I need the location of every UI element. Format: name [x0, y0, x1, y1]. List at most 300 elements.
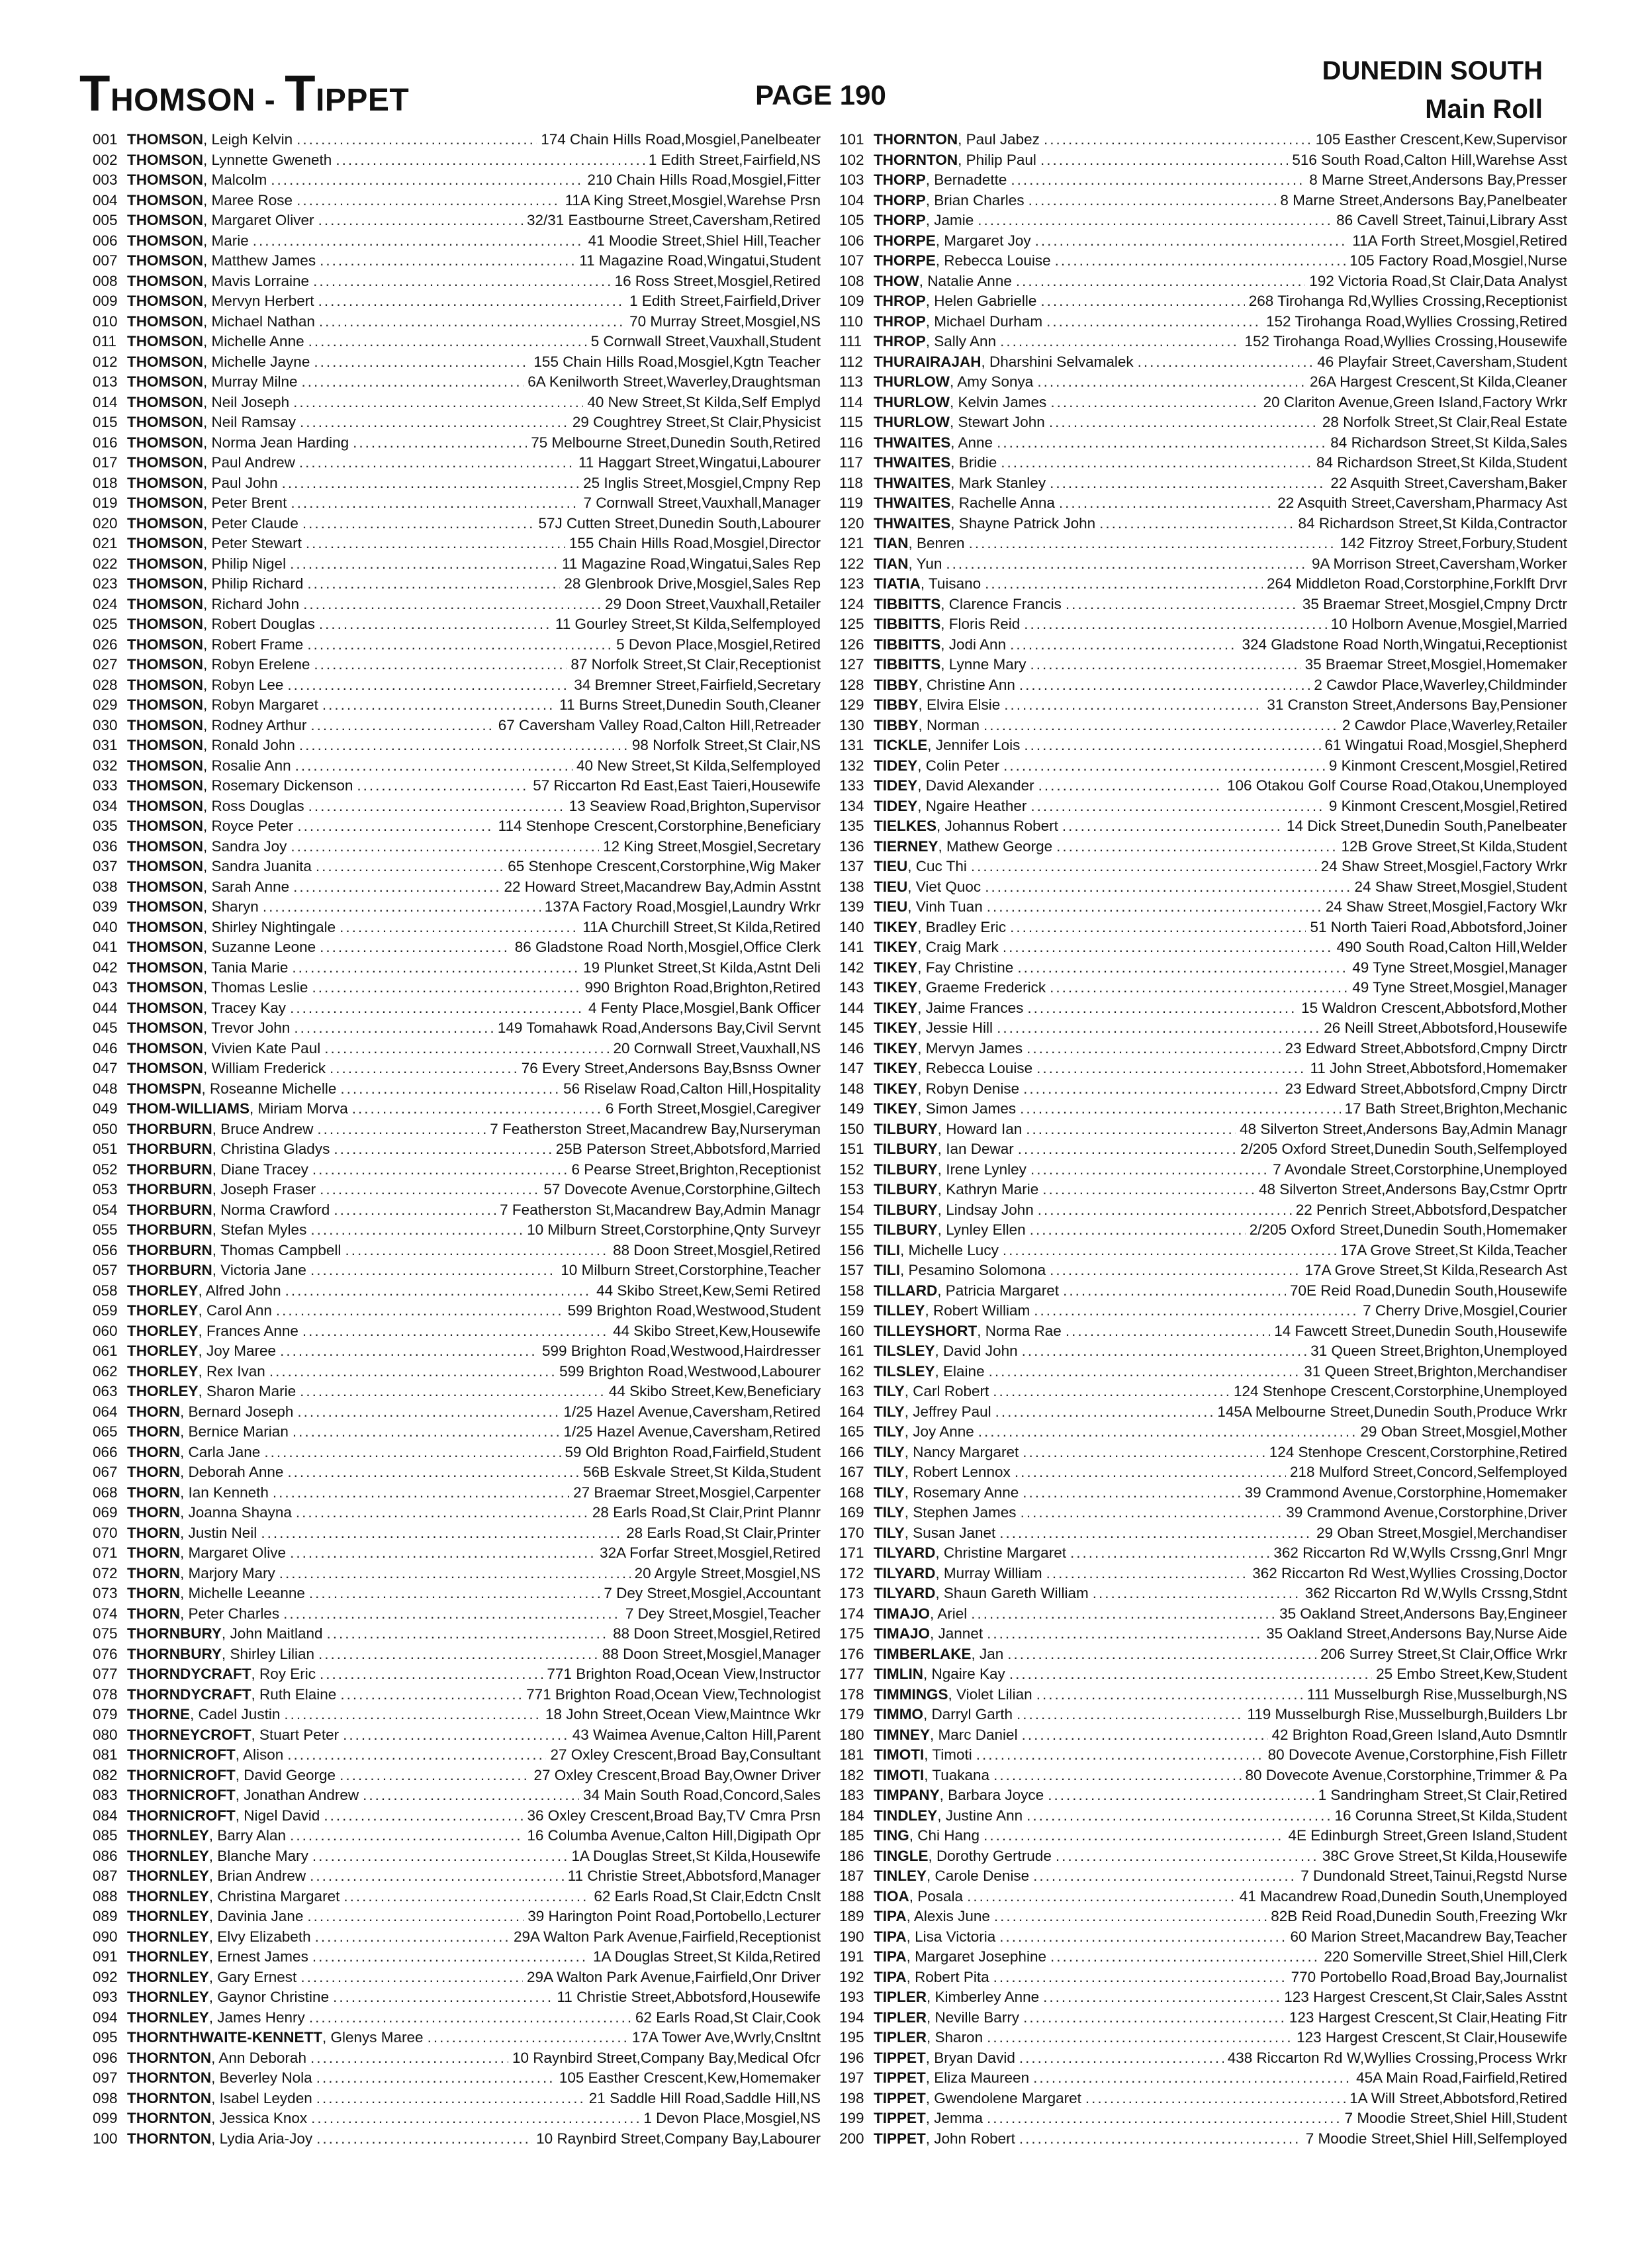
dot-leader — [284, 1705, 541, 1725]
entry-surname: THORNLEY — [127, 1847, 209, 1864]
entry-surname: THORNLEY — [127, 1989, 209, 2005]
entry-surname: TIBBITTS — [874, 656, 941, 673]
entry-given-names: Elvy Elizabeth — [217, 1928, 311, 1945]
roll-entry — [839, 433, 1567, 453]
entry-address: 123 Hargest Crescent,St Clair,Housewife — [1297, 2029, 1567, 2046]
dot-leader — [309, 1583, 600, 1604]
entry-address: 35 Braemar Street,Mosgiel,Cmpny Drctr — [1302, 595, 1567, 612]
entry-surname: TILSLEY — [874, 1343, 935, 1359]
entry-address: 17A Tower Ave,Wvrly,Cnsltnt — [631, 2029, 821, 2046]
entry-surname: THORLEY — [127, 1362, 199, 1380]
entry-surname: THOMSON — [127, 979, 203, 996]
entry-given-names: Vinh Tuan — [915, 898, 983, 915]
dot-leader — [1020, 1099, 1340, 1119]
dot-leader — [285, 1281, 592, 1301]
roll-entry — [839, 675, 1567, 696]
entry-surname: TIBBITTS — [874, 616, 941, 632]
entry-given-names: Carla Jane — [188, 1443, 261, 1460]
dot-leader — [1050, 1947, 1320, 1967]
entry-surname: THOMSON — [127, 555, 203, 572]
roll-entry — [839, 918, 1567, 938]
entry-number: 054 — [93, 1201, 118, 1218]
entry-given-names: Malcolm — [211, 171, 267, 188]
roll-entry — [839, 978, 1567, 998]
entry-address: 28 Earls Road,St Clair,Printer — [626, 1524, 821, 1541]
entry-number: 001 — [93, 131, 118, 148]
entry-name: TIPLER, Sharon — [874, 2029, 983, 2046]
entry-name: TILLEYSHORT, Norma Rae — [874, 1322, 1062, 1339]
entry-given-names: Roseanne Michelle — [210, 1080, 337, 1097]
entry-given-names: Ross Douglas — [211, 797, 304, 814]
entry-given-names: Simon James — [925, 1100, 1017, 1117]
entry-name: THOMSON, Robert Douglas — [127, 616, 315, 632]
entry-address: 124 Stenhope Crescent,Corstorphine,Retired — [1269, 1443, 1567, 1460]
entry-number: 038 — [93, 878, 118, 895]
entry-given-names: Isabel Leyden — [219, 2089, 312, 2106]
entry-given-names: Pesamino Solomona — [908, 1262, 1046, 1278]
roll-entry — [839, 412, 1567, 433]
entry-given-names: Jennifer Lois — [935, 737, 1021, 753]
dot-leader — [993, 1967, 1287, 1988]
roll-entry — [839, 1018, 1567, 1039]
dot-leader — [993, 1766, 1241, 1786]
entry-address: 45A Main Road,Fairfield,Retired — [1356, 2069, 1567, 2086]
dot-leader — [318, 291, 626, 312]
entry-name: THOMSON, Rosalie Ann — [127, 757, 291, 774]
entry-surname: THORN — [127, 1443, 180, 1460]
entry-surname: THOM-WILLIAMS — [127, 1100, 250, 1117]
entry-given-names: Barbara Joyce — [948, 1787, 1044, 1803]
entry-number: 181 — [839, 1746, 864, 1763]
roll-entry — [839, 170, 1567, 191]
entry-address: 2 Cawdor Place,Waverley,Retailer — [1342, 716, 1567, 733]
entry-name: THORNLEY, James Henry — [127, 2008, 305, 2026]
entry-address: 22 Howard Street,Macandrew Bay,Admin Asstnt — [504, 878, 821, 895]
dot-leader — [1023, 1442, 1265, 1463]
entry-name: THOMSON, Thomas Leslie — [127, 979, 308, 996]
entry-surname: THOMSON — [127, 616, 203, 632]
roll-entry — [839, 1543, 1567, 1564]
entry-number: 166 — [839, 1443, 864, 1460]
dot-leader — [1003, 1241, 1336, 1261]
entry-address: 152 Tirohanga Road,Wyllies Crossing,Retired — [1265, 312, 1567, 330]
entry-surname: THOMSON — [127, 636, 203, 653]
entry-surname: THORNLEY — [127, 1887, 209, 1905]
entry-address: 62 Earls Road,St Clair,Cook — [635, 2008, 821, 2026]
entry-number: 091 — [93, 1948, 118, 1965]
entry-address: 599 Brighton Road,Westwood,Student — [567, 1302, 821, 1319]
entry-surname: TIPA — [874, 1968, 907, 1985]
entry-number: 029 — [93, 696, 118, 713]
entry-address: 149 Tomahawk Road,Andersons Bay,Civil Servnt — [497, 1019, 821, 1036]
entry-surname: TIMBERLAKE — [874, 1645, 972, 1662]
entry-surname: THORNICROFT — [127, 1766, 236, 1783]
roll-entry — [93, 2108, 821, 2129]
entry-name: THORN, Peter Charles — [127, 1605, 280, 1622]
entry-given-names: Robert Douglas — [211, 616, 315, 632]
entry-address: 2/205 Oxford Street,Dunedin South,Homemaker — [1249, 1221, 1567, 1238]
entry-number: 155 — [839, 1221, 864, 1238]
entry-number: 126 — [839, 636, 864, 653]
roll-entry — [839, 1442, 1567, 1463]
entry-number: 097 — [93, 2069, 118, 2086]
roll-entry — [93, 1987, 821, 2008]
entry-address: 84 Richardson Street,St Kilda,Sales — [1330, 434, 1567, 451]
dot-leader — [1030, 655, 1300, 675]
entry-surname: THOMSON — [127, 312, 203, 330]
entry-address: 1 Sandringham Street,St Clair,Retired — [1318, 1787, 1567, 1803]
entry-given-names: Mervyn Herbert — [211, 293, 314, 309]
entry-surname: THORNTON — [127, 2130, 212, 2147]
entry-given-names: Sandra Joy — [211, 837, 287, 855]
entry-number: 030 — [93, 716, 118, 733]
entry-address: 1/25 Hazel Avenue,Caversham,Retired — [563, 1403, 821, 1420]
entry-surname: THURLOW — [874, 393, 950, 410]
entry-name: THWAITES, Mark Stanley — [874, 474, 1046, 491]
entry-name: THOW, Natalie Anne — [874, 272, 1012, 289]
entry-number: 096 — [93, 2049, 118, 2066]
dot-leader — [987, 2108, 1341, 2129]
entry-surname: THOMSON — [127, 373, 203, 390]
roll-entry — [839, 695, 1567, 716]
entry-number: 103 — [839, 171, 864, 188]
entry-name: THORNLEY, Blanche Mary — [127, 1847, 308, 1864]
entry-number: 026 — [93, 636, 118, 653]
entry-given-names: Neil Joseph — [211, 393, 290, 410]
dot-leader — [978, 211, 1332, 231]
roll-entry — [93, 1564, 821, 1584]
dot-leader — [340, 1766, 529, 1786]
dot-leader — [263, 897, 541, 918]
entry-number: 063 — [93, 1383, 118, 1399]
entry-address: 8 Marne Street,Andersons Bay,Presser — [1309, 171, 1567, 188]
dot-leader — [993, 1382, 1230, 1402]
entry-name: TILBURY, Howard Ian — [874, 1120, 1023, 1137]
entry-given-names: Christina Margaret — [217, 1887, 340, 1905]
dot-leader — [987, 1624, 1262, 1644]
entry-name: THOMSON, Philip Nigel — [127, 555, 287, 572]
entry-number: 148 — [839, 1080, 864, 1097]
roll-entry — [93, 776, 821, 796]
entry-address: 123 Hargest Crescent,St Clair,Sales Asstnt — [1284, 1989, 1567, 2005]
entry-given-names: Joseph Fraser — [220, 1181, 316, 1198]
entry-name: TIMMO, Darryl Garth — [874, 1706, 1013, 1723]
entry-address: 35 Oakland Street,Andersons Bay,Nurse Aide — [1266, 1625, 1567, 1642]
entry-number: 041 — [93, 939, 118, 955]
roll-entry — [93, 1725, 821, 1746]
entry-number: 170 — [839, 1524, 864, 1541]
entry-given-names: Michael Nathan — [211, 312, 315, 330]
entry-surname: TILY — [874, 1383, 905, 1399]
dot-leader — [307, 635, 612, 655]
dot-leader — [1019, 675, 1310, 696]
dot-leader — [967, 1887, 1236, 1907]
dot-leader — [297, 1402, 559, 1423]
entry-name: TILSLEY, David John — [874, 1343, 1018, 1359]
dot-leader — [310, 716, 494, 736]
dot-leader — [1056, 1846, 1318, 1867]
entry-name: THOMSON, Margaret Oliver — [127, 212, 314, 228]
roll-entry — [93, 2028, 821, 2048]
entry-number: 018 — [93, 474, 118, 491]
entry-number: 044 — [93, 999, 118, 1016]
entry-given-names: Sharon — [935, 2029, 983, 2046]
roll-entry — [93, 312, 821, 332]
roll-entry — [93, 352, 821, 373]
entry-name: TIEU, Viet Quoc — [874, 878, 981, 895]
entry-address: 29 Oban Street,Mosgiel,Merchandiser — [1316, 1524, 1567, 1541]
entry-address: 19 Plunket Street,St Kilda,Astnt Deli — [583, 959, 821, 976]
roll-entry — [839, 231, 1567, 252]
entry-surname: THOMSON — [127, 959, 203, 976]
entry-name: THORNEYCROFT, Stuart Peter — [127, 1726, 340, 1743]
entry-address: 9A Morrison Street,Caversham,Worker — [1312, 555, 1567, 572]
entry-number: 134 — [839, 797, 864, 814]
entry-address: 14 Fawcett Street,Dunedin South,Housewife — [1274, 1322, 1567, 1339]
entry-given-names: Darryl Garth — [931, 1706, 1013, 1723]
entry-name: TIPPET, Jemma — [874, 2110, 983, 2126]
entry-given-names: Ann Deborah — [218, 2049, 306, 2066]
entry-surname: THWAITES — [874, 434, 951, 451]
roll-entry — [839, 776, 1567, 796]
entry-name: THORN, Justin Neil — [127, 1524, 257, 1541]
entry-address: 771 Brighton Road,Ocean View,Instructor — [547, 1666, 821, 1682]
entry-given-names: Rosemary Anne — [913, 1484, 1019, 1501]
entry-given-names: Rosalie Ann — [211, 757, 291, 774]
entry-name: TIDEY, David Alexander — [874, 777, 1034, 794]
dot-leader — [300, 1967, 523, 1988]
entry-name: TIMBERLAKE, Jan — [874, 1645, 1004, 1662]
dot-leader — [324, 1039, 609, 1059]
entry-number: 179 — [839, 1706, 864, 1723]
entry-surname: THOMSON — [127, 252, 203, 269]
roll-entry — [839, 716, 1567, 736]
entry-number: 046 — [93, 1039, 118, 1057]
roll-entry — [93, 1301, 821, 1321]
roll-entry — [93, 393, 821, 413]
roll-entry — [93, 1745, 821, 1766]
entry-address: 7 Cherry Drive,Mosgiel,Courier — [1363, 1302, 1567, 1319]
entry-surname: THWAITES — [874, 474, 951, 491]
entry-surname: THOMSON — [127, 272, 203, 289]
title-rest-2: IPPET — [316, 83, 410, 118]
roll-entry — [839, 150, 1567, 171]
entry-given-names: Tuakana — [932, 1766, 990, 1783]
dot-leader — [320, 1180, 539, 1200]
dot-leader — [264, 1442, 561, 1463]
entry-name: THOMSON, Rodney Arthur — [127, 716, 307, 733]
dot-leader — [1018, 1139, 1236, 1160]
roll-entry — [93, 1018, 821, 1039]
entry-given-names: Bruce Andrew — [220, 1120, 314, 1137]
roll-entry — [93, 1644, 821, 1665]
entry-surname: THORNDYCRAFT — [127, 1685, 251, 1703]
entry-address: 44 Skibo Street,Kew,Semi Retired — [596, 1282, 821, 1299]
entry-address: 59 Old Brighton Road,Fairfield,Student — [565, 1443, 821, 1460]
entry-address: 44 Skibo Street,Kew,Housewife — [613, 1322, 821, 1339]
entry-surname: THWAITES — [874, 495, 951, 511]
entry-name: TIERNEY, Mathew George — [874, 837, 1053, 855]
dot-leader — [308, 332, 587, 352]
entry-surname: TIMNEY — [874, 1726, 931, 1743]
entry-address: 17A Grove Street,St Kilda,Teacher — [1340, 1241, 1567, 1258]
entry-name: THORPE, Rebecca Louise — [874, 252, 1051, 269]
entry-name: THOMSON, Philip Richard — [127, 575, 304, 592]
entry-address: 40 New Street,St Kilda,Self Emplyd — [587, 393, 821, 410]
entry-name: THORNDYCRAFT, Ruth Elaine — [127, 1685, 337, 1703]
entry-given-names: Joanna Shayna — [188, 1504, 292, 1521]
dot-leader — [1027, 998, 1297, 1019]
roll-entry — [93, 1341, 821, 1362]
dot-leader — [334, 1139, 551, 1160]
entry-number: 037 — [93, 858, 118, 874]
dot-leader — [997, 433, 1326, 453]
entry-surname: THOMSON — [127, 575, 203, 592]
entry-surname: TIAN — [874, 535, 909, 551]
entry-name: THORNLEY, Christina Margaret — [127, 1887, 340, 1905]
entry-address: 114 Stenhope Crescent,Corstorphine,Beneficiary — [498, 818, 821, 834]
entry-surname: THORNLEY — [127, 1867, 209, 1884]
entry-address: 17A Grove Street,St Kilda,Research Ast — [1304, 1262, 1567, 1278]
entry-address: 46 Playfair Street,Caversham,Student — [1317, 353, 1567, 370]
entry-name: TIBBY, Christine Ann — [874, 676, 1015, 693]
entry-given-names: Dorothy Gertrude — [936, 1847, 1052, 1864]
entry-surname: TIDEY — [874, 797, 918, 814]
dot-leader — [296, 1503, 588, 1523]
dot-leader — [1001, 453, 1312, 473]
roll-entry — [93, 655, 821, 675]
entry-number: 174 — [839, 1605, 864, 1622]
entry-name: THORP, Brian Charles — [874, 191, 1025, 209]
entry-number: 019 — [93, 495, 118, 511]
roll-entry — [839, 2048, 1567, 2069]
entry-address: 8 Marne Street,Andersons Bay,Panelbeater — [1280, 191, 1567, 209]
dot-leader — [1004, 695, 1263, 716]
entry-surname: TIPPET — [874, 2049, 926, 2066]
dot-leader — [296, 130, 537, 150]
entry-surname: THROP — [874, 333, 926, 350]
entry-name: TIKEY, Bradley Eric — [874, 918, 1007, 935]
roll-entry — [93, 493, 821, 514]
entry-given-names: Peter Charles — [188, 1605, 280, 1622]
entry-name: THWAITES, Shayne Patrick John — [874, 514, 1096, 532]
dot-leader — [319, 312, 625, 332]
roll-entry — [839, 877, 1567, 898]
entry-address: 34 Main South Road,Concord,Sales — [583, 1787, 821, 1803]
entry-given-names: Kimberley Anne — [935, 1989, 1040, 2005]
entry-number: 180 — [839, 1726, 864, 1743]
dot-leader — [1050, 393, 1259, 413]
entry-address: 10 Raynbird Street,Company Bay,Medical Ofcr — [512, 2049, 821, 2066]
entry-given-names: Michelle Anne — [211, 333, 304, 350]
entry-name: TINGLE, Dorothy Gertrude — [874, 1847, 1052, 1864]
roll-entry — [93, 473, 821, 494]
roll-entry — [93, 1220, 821, 1241]
entry-number: 129 — [839, 696, 864, 713]
roll-entry — [93, 1099, 821, 1119]
entry-given-names: Matthew James — [211, 252, 316, 269]
entry-address: 599 Brighton Road,Westwood,Hairdresser — [541, 1343, 821, 1359]
entry-address: 44 Skibo Street,Kew,Beneficiary — [608, 1383, 821, 1399]
entry-given-names: Jonathan Andrew — [244, 1787, 359, 1803]
entry-given-names: Ariel — [937, 1605, 968, 1622]
entry-name: TIPA, Robert Pita — [874, 1968, 989, 1985]
dot-leader — [282, 473, 579, 494]
entry-surname: TIMOTI — [874, 1746, 925, 1763]
entry-number: 094 — [93, 2008, 118, 2026]
roll-entry — [93, 978, 821, 998]
entry-number: 055 — [93, 1221, 118, 1238]
entry-number: 028 — [93, 676, 118, 693]
roll-entry — [839, 1523, 1567, 1544]
entry-address: 11A King Street,Mosgiel,Warehse Prsn — [565, 191, 821, 209]
entry-given-names: Alfred John — [205, 1282, 281, 1299]
entry-address: 324 Gladstone Road North,Wingatui,Receptionist — [1242, 636, 1567, 653]
entry-surname: THOMSON — [127, 797, 203, 814]
entry-surname: TIEU — [874, 878, 908, 895]
entry-name: THOMSON, Suzanne Leone — [127, 939, 316, 955]
entry-number: 176 — [839, 1645, 864, 1662]
roll-entry — [93, 372, 821, 393]
entry-number: 051 — [93, 1141, 118, 1157]
entry-given-names: Floris Reid — [948, 616, 1021, 632]
entry-given-names: James Henry — [217, 2008, 305, 2026]
entry-number: 059 — [93, 1302, 118, 1319]
dot-leader — [333, 1987, 553, 2008]
entry-given-names: Kelvin James — [958, 393, 1047, 410]
dot-leader — [1049, 412, 1318, 433]
entry-number: 052 — [93, 1160, 118, 1178]
roll-entry — [93, 1200, 821, 1221]
roll-entry — [839, 271, 1567, 292]
roll-entry — [839, 534, 1567, 554]
entry-number: 093 — [93, 1989, 118, 2005]
dot-leader — [976, 1745, 1264, 1766]
roll-entry — [93, 412, 821, 433]
entry-number: 187 — [839, 1867, 864, 1884]
entry-surname: TIBBITTS — [874, 595, 941, 612]
entry-given-names: Susan Janet — [913, 1524, 996, 1541]
roll-entry — [839, 857, 1567, 877]
dot-leader — [315, 1927, 510, 1948]
entry-given-names: Davinia Jane — [217, 1908, 304, 1924]
entry-given-names: Shirley Lilian — [230, 1645, 314, 1662]
entry-number: 068 — [93, 1484, 118, 1501]
dot-leader — [1023, 2008, 1285, 2028]
entry-surname: THORLEY — [127, 1282, 199, 1299]
entry-name: THOMSON, Paul Andrew — [127, 454, 295, 471]
entry-surname: TILBURY — [874, 1160, 938, 1178]
entry-address: 21 Saddle Hill Road,Saddle Hill,NS — [588, 2089, 821, 2106]
entry-name: THORN, Carla Jane — [127, 1443, 261, 1460]
roll-entry — [839, 1846, 1567, 1867]
dot-leader — [287, 1745, 546, 1766]
entry-surname: TIMOTI — [874, 1766, 925, 1783]
entry-number: 011 — [93, 333, 116, 350]
dot-leader — [336, 150, 645, 171]
entry-surname: THOMSON — [127, 495, 203, 511]
entry-number: 116 — [839, 434, 863, 451]
roll-entry — [839, 1099, 1567, 1119]
entry-given-names: Michelle Jayne — [211, 353, 310, 370]
entry-number: 013 — [93, 373, 118, 390]
entry-name: THORBURN, Victoria Jane — [127, 1262, 306, 1278]
entry-number: 005 — [93, 212, 118, 228]
dot-leader — [308, 796, 565, 817]
dot-leader — [1011, 170, 1305, 191]
entry-given-names: Alison — [243, 1746, 284, 1763]
entry-number: 140 — [839, 918, 864, 935]
